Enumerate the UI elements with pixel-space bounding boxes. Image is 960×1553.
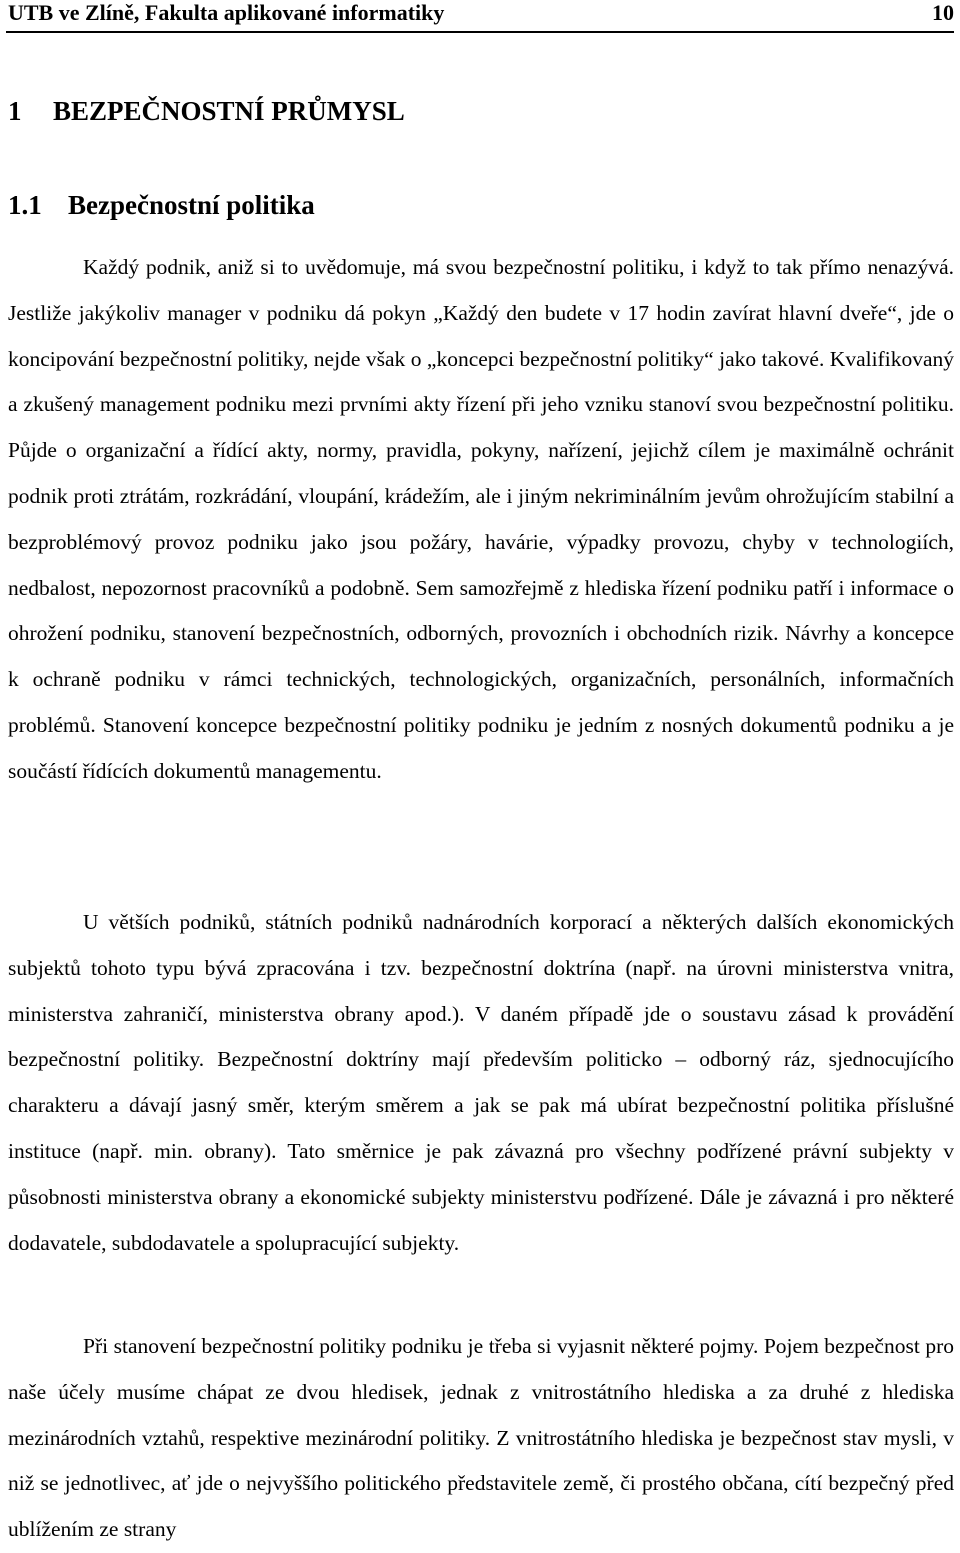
body-paragraph: Každý podnik, aniž si to uvědomuje, má svou bezpečnostní politiku, i když to tak přímo nenazývá. Jestliže jakýkoliv manager v podniku dá pokyn „Každý den budete v 17 hodin zavírat hlavní dveře“, jde o koncipování bezpečnostní politiky, nejde však o „koncepci bezpečnostní politiky“ jako takové. Kvalifikovaný a zkušený management podniku mezi prvními akty řízení při jeho vzniku stanoví svou bezpečnostní politiku. Půjde o organizační a řídící akty, normy, pravidla, pokyny, nařízení, jejichž cílem je maximálně ochránit podnik proti ztrátám, rozkrádání, vloupání, krádežím, ale i jiným nekriminálním jevům ohrožujícím stabilní a bezproblémový provoz podniku jako jsou požáry, havárie, výpadky provozu, chyby v technologiích, nedbalost, nepozornost pracovníků a podobně. Sem samozřejmě z hlediska řízení podniku patří i informace o ohrožení podniku, stanovení bezpečnostních, odborných, provozních i obchodních rizik. Návrhy a koncepce k ochraně podniku v rámci technických, technologických, organizačních, personálních, informačních problémů. Stanovení koncepce bezpečnostní politiky podniku je jedním z nosných dokumentů podniku a je součástí řídících dokumentů managementu. bbox=[8, 255, 954, 783]
section-number: 1.1 bbox=[8, 190, 42, 220]
section-title: Bezpečnostní politika bbox=[68, 190, 315, 220]
header-title: UTB ve Zlíně, Fakulta aplikované informatiky bbox=[8, 0, 445, 25]
running-header bbox=[8, 0, 954, 26]
section-heading bbox=[8, 187, 315, 223]
chapter-number: 1 bbox=[8, 96, 22, 126]
body-paragraph: U větších podniků, státních podniků nadnárodních korporací a některých dalších ekonomických subjektů tohoto typu bývá zpracována i tzv. bezpečnostní doktrína (např. na úrovni ministerstva vnitra, ministerstva zahraničí, ministerstva obrany apod.). V daném případě jde o soustavu zásad k provádění bezpečnostní politiky. Bezpečnostní doktríny mají především politicko – odborný ráz, sjednocujícího charakteru a dávají jasný směr, kterým směrem a jak se pak má ubírat bezpečnostní politika příslušné instituce (např. min. obrany). Tato směrnice je pak závazná pro všechny podřízené právní subjekty v působnosti ministerstva obrany a ekonomické subjekty ministerstvu podřízené. Dále je závazná i pro některé dodavatele, subdodavatele a spolupracující subjekty. bbox=[8, 910, 954, 1255]
header-divider bbox=[6, 31, 954, 33]
chapter-heading bbox=[8, 93, 405, 129]
page-number: 10 bbox=[932, 0, 954, 25]
body-paragraph: Při stanovení bezpečnostní politiky podniku je třeba si vyjasnit některé pojmy. Pojem bezpečnost pro naše účely musíme chápat ze dvou hledisek, jednak z vnitrostátního hlediska a za druhé z hlediska mezinárodních vztahů, respektive mezinárodní politiky. Z vnitrostátního hlediska je bezpečnost stav mysli, v niž se jednotlivec, ať jde o nejvyššího politického představitele země, či prostého občana, cítí bezpečný před ublížením ze strany bbox=[8, 1334, 954, 1542]
chapter-title: BEZPEČNOSTNÍ PRŮMYSL bbox=[53, 96, 405, 126]
